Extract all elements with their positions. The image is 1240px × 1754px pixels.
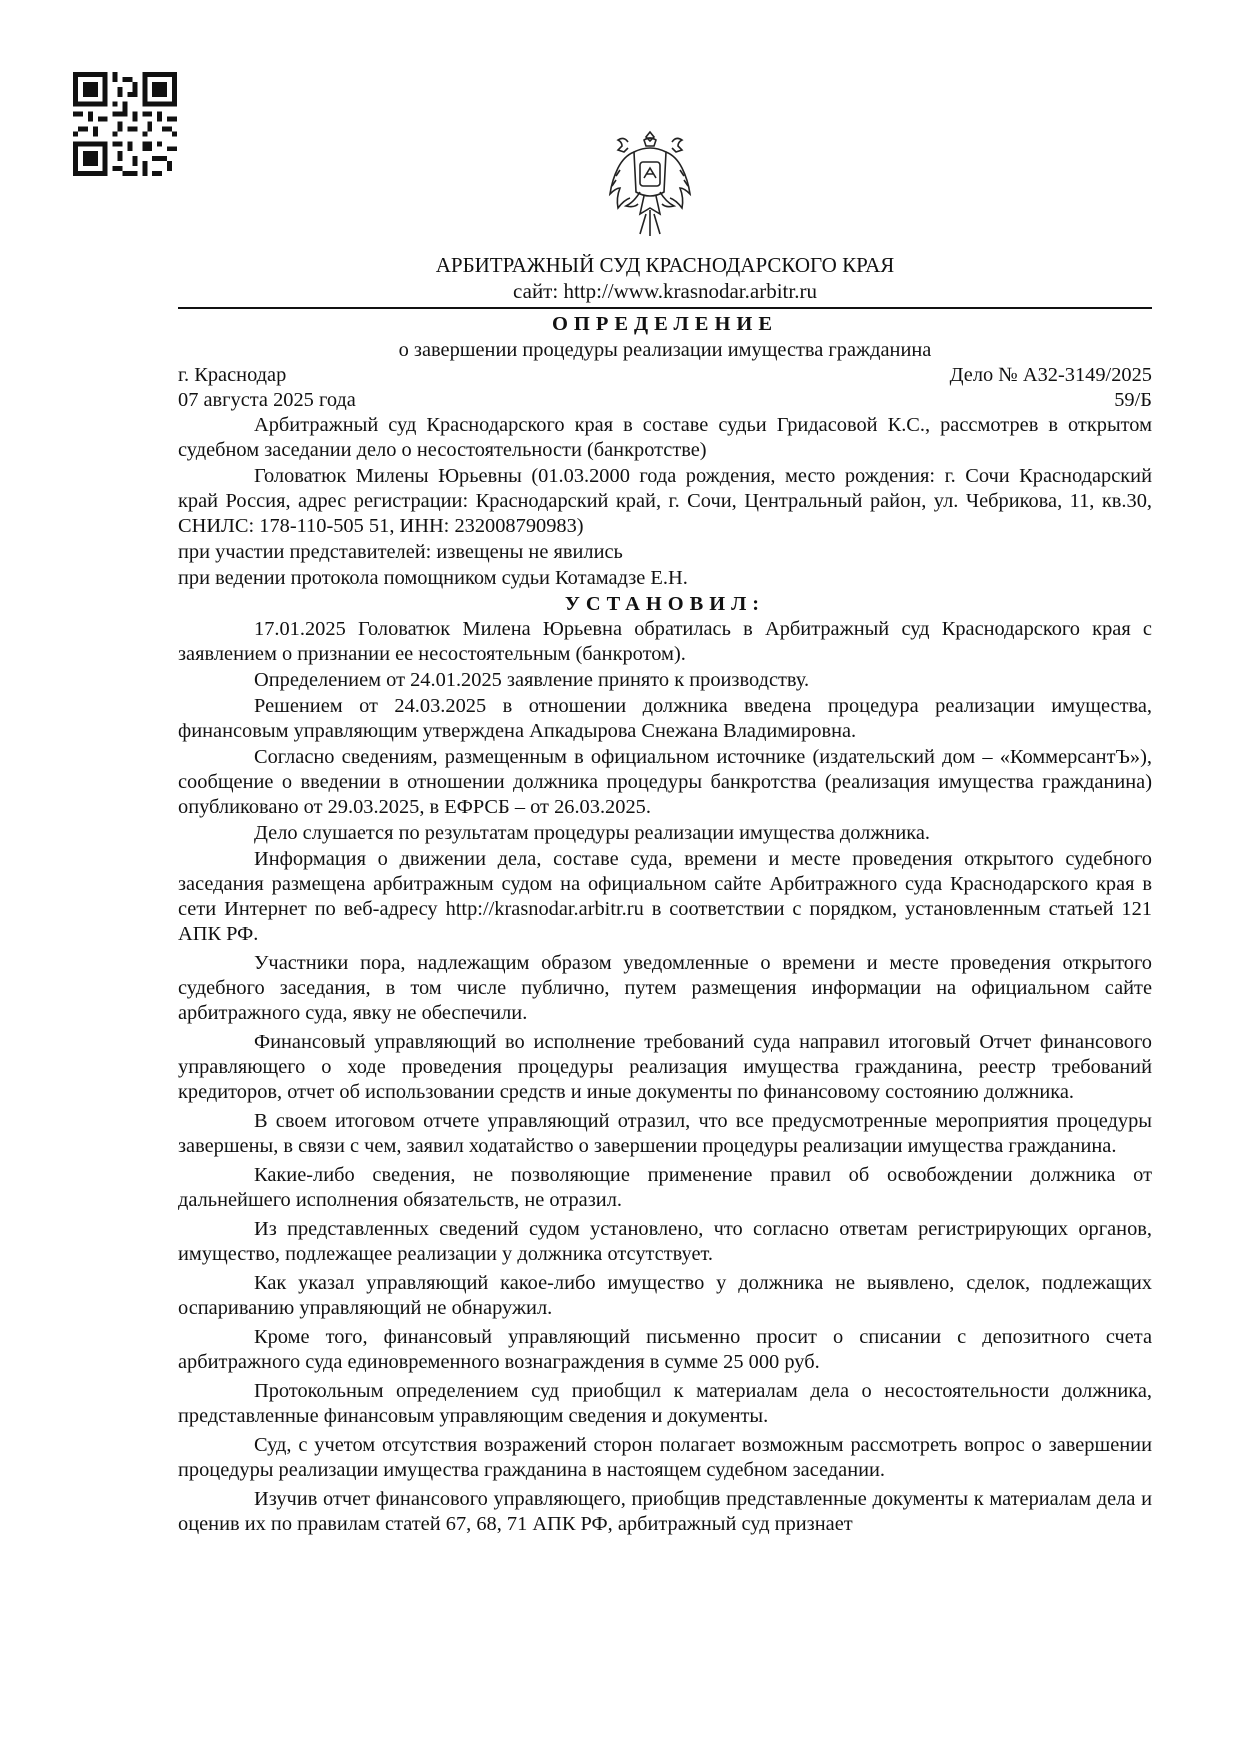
case-number: Дело № А32-3149/2025 (949, 364, 1152, 386)
document-body (178, 252, 1152, 1538)
paragraph: Как указал управляющий какое-либо имущество у должника не выявлено, сделок, подлежащих оспариванию управляющий не обнаружил. (178, 1272, 1152, 1319)
paragraph: 17.01.2025 Головатюк Милена Юрьевна обратилась в Арбитражный суд Краснодарского края с заявлением о признании ее несостоятельным (банкротом). (178, 618, 1152, 665)
paragraph: Кроме того, финансовый управляющий письменно просит о списании с депозитного счета арбитражного суда единовременного вознаграждения в сумме 25 000 руб. (178, 1326, 1152, 1373)
document-subtitle: о завершении процедуры реализации имущества гражданина (398, 339, 932, 361)
paragraph: Определением от 24.01.2025 заявление принято к производству. (254, 669, 810, 691)
document-date: 07 августа 2025 года (178, 389, 356, 411)
court-website: сайт: http://www.krasnodar.arbitr.ru (513, 279, 817, 303)
paragraph: Суд, с учетом отсутствия возражений сторон полагает возможным рассмотреть вопрос о завершении процедуры реализации имущества гражданина в настоящем судебном заседании. (178, 1434, 1152, 1481)
date-code-row (178, 388, 1152, 413)
paragraph: Из представленных сведений судом установлено, что согласно ответам регистрирующих органов, имущество, подлежащее реализации у должника отсутствует. (178, 1218, 1152, 1265)
debtor-paragraph: Головатюк Милены Юрьевны (01.03.2000 года рождения, место рождения: г. Сочи Краснодарский край Россия, адрес регистрации: Краснодарский край, г. Сочи, Центральный район, ул. Чебрикова, 11, кв.30, СНИЛС: 178-110-505 51, ИНН: 232008790983) (178, 465, 1152, 537)
paragraph: Решением от 24.03.2025 в отношении должника введена процедура реализации имущества, финансовым управляющим утверждена Апкадырова Снежана Владимировна. (178, 695, 1152, 742)
court-name: АРБИТРАЖНЫЙ СУД КРАСНОДАРСКОГО КРАЯ (435, 253, 895, 277)
paragraph: Протокольным определением суд приобщил к материалам дела о несостоятельности должника, представленные финансовым управляющим сведения и документы. (178, 1380, 1152, 1427)
paragraph: Информация о движении дела, составе суда, времени и месте проведения открытого судебного заседания размещена арбитражным судом на официальном сайте Арбитражного суда Краснодарского края в сети Интернет по веб-адресу http://krasnodar.arbitr.ru в соответствии с порядком, установленным статьей 121 АПК РФ. (178, 848, 1152, 945)
header-divider (178, 307, 1152, 309)
paragraph: Финансовый управляющий во исполнение требований суда направил итоговый Отчет финансового управляющего о ходе проведения процедуры реализация имущества гражданина, реестр требований кредиторов, отчет об использовании средств и иные документы по финансовому состоянию должника. (178, 1031, 1152, 1103)
document-title: ОПРЕДЕЛЕНИЕ (551, 313, 779, 335)
paragraph: Согласно сведениям, размещенным в официальном источнике (издательский дом – «КоммерсантЪ»), сообщение о введении в отношении должника процедуры банкротства (реализация имущества гражданина) опубликовано от 29.03.2025, в ЕФРСБ – от 26.03.2025. (178, 746, 1152, 818)
paragraph: В своем итоговом отчете управляющий отразил, что все предусмотренные мероприятия процедуры завершены, в связи с чем, заявил ходатайство о завершении процедуры реализации имущества гражданина. (178, 1110, 1152, 1157)
paragraph: Изучив отчет финансового управляющего, приобщив представленные документы к материалам дела и оценив их по правилам статей 67, 68, 71 АПК РФ, арбитражный суд признает (178, 1488, 1152, 1535)
location-case-row (178, 363, 1152, 388)
coat-of-arms-icon (604, 126, 696, 246)
paragraph: Какие-либо сведения, не позволяющие применение правил об освобождении должника от дальнейшего исполнения обязательств, не отразил. (178, 1164, 1152, 1211)
city: г. Краснодар (178, 364, 287, 386)
paragraph: Участники пора, надлежащим образом уведомленные о времени и месте проведения открытого судебного заседания, в том числе публично, путем размещения информации на официальном сайте арбитражного суда, явку не обеспечили. (178, 952, 1152, 1024)
document-code: 59/Б (1114, 389, 1152, 411)
paragraph: Дело слушается по результатам процедуры реализации имущества должника. (254, 822, 930, 844)
intro-paragraph: Арбитражный суд Краснодарского края в составе судьи Гридасовой К.С., рассмотрев в открытом судебном заседании дело о несостоятельности (банкротстве) (178, 414, 1152, 461)
protocol-line: при ведении протокола помощником судьи Котамадзе Е.Н. (178, 567, 688, 589)
participants-line: при участии представителей: извещены не явились (178, 541, 623, 563)
qr-code-icon (73, 72, 177, 176)
section-title: УСТАНОВИЛ: (564, 593, 766, 615)
